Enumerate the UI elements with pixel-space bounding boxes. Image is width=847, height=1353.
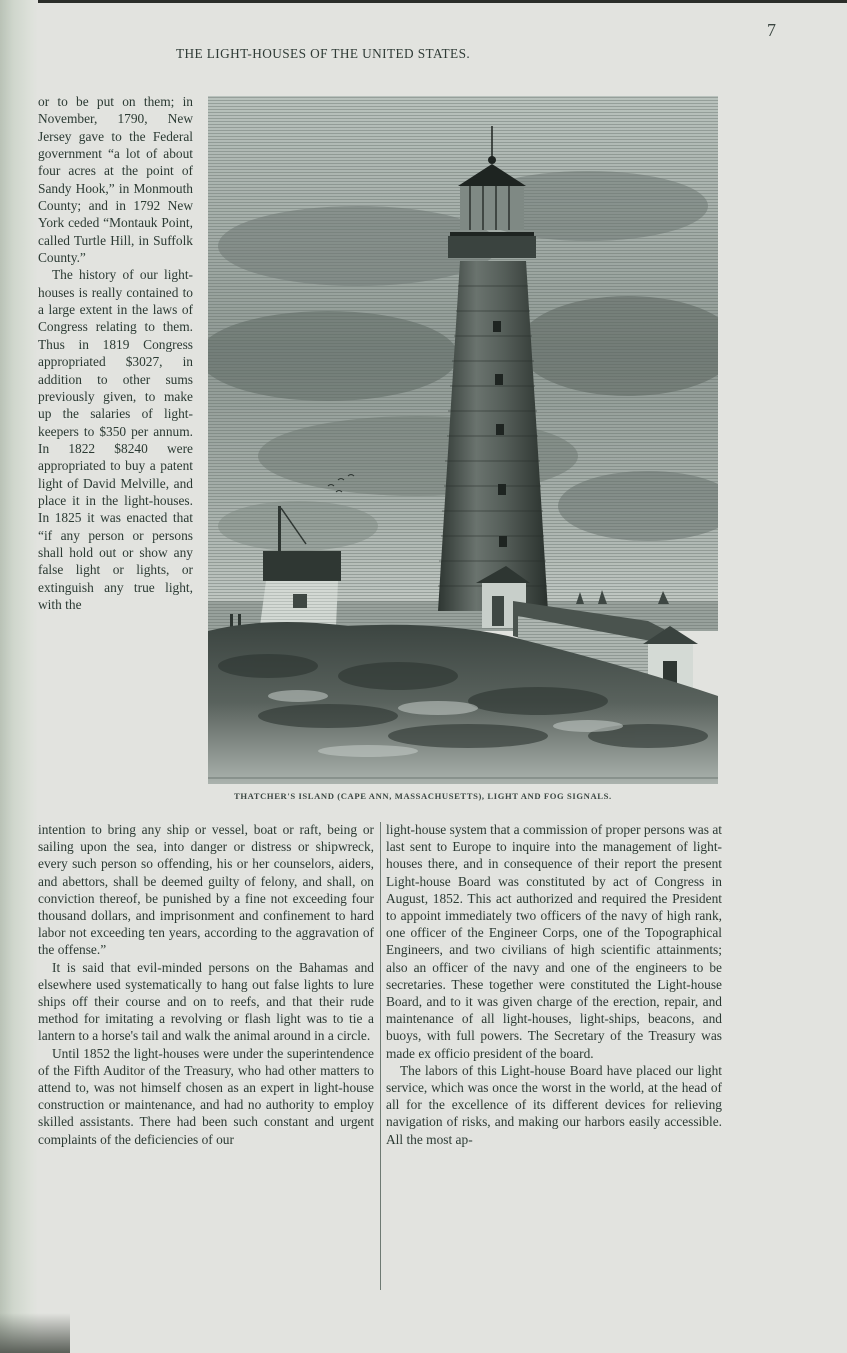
paragraph: It is said that evil-minded persons on the Bahamas and elsewhere used systematically to hang out false lights to lure ships off their course and on to reefs, and that their rude method for imitating a revolving or flash light was to tie a lantern to a horse's tail and walk the animal around in a circle. <box>38 959 374 1044</box>
paragraph: intention to bring any ship or vessel, boat or raft, being or sailing upon the sea, into danger or distress or shipwreck, every such person so offending, his or her counselors, aiders, and abettors, shall be deemed guilty of felony, and shall, on conviction thereof, be punished by a fine not exceeding four thousand dollars, and imprisonment and confinement to hard labor not exceeding ten years, according to the aggravation of the offense.” <box>38 822 374 958</box>
paragraph: light-house system that a commission of proper persons was at last sent to Europe to inquire into the management of light-houses there, and in consequence of their report the present Light-house Board was constituted by act of Congress in August, 1852. This act authorized and required the President to appoint immediately two officers of the navy of high rank, one officer of the Engineer Corps, one of the Topographical Engineers, and two civilians of high scientific attainments; also an officer of the navy and one of the engineers to be secretaries. These together were constituted the Light-house Board, and to it was given charge of the erection, repair, and maintenance of all light-houses, light-ships, beacons, and buoys, with full powers. The Secretary of the Treasury was made ex officio president of the board. <box>386 822 722 1061</box>
paragraph: The labors of this Light-house Board have placed our light service, which was once the worst in the world, at the head of all for the excellence of its different devices for relieving navigation of risks, and making our harbors easily accessible. All the most ap- <box>386 1062 722 1147</box>
right-text-column <box>386 821 722 1148</box>
page-number: 7 <box>767 20 776 40</box>
left-text-column <box>38 821 374 1148</box>
lighthouse-engraving <box>208 96 718 784</box>
running-head: THE LIGHT-HOUSES OF THE UNITED STATES. <box>176 46 471 61</box>
page-gutter-shadow <box>0 0 38 1353</box>
paragraph: or to be put on them; in November, 1790, New Jersey gave to the Federal government “a lot of about four acres at the point of Sandy Hook,” in Monmouth County; and in 1792 New York ceded “Montauk Point, called Turtle Hill, in Suffolk County.” <box>38 94 193 266</box>
figure-caption: THATCHER'S ISLAND (CAPE ANN, MASSACHUSETTS), LIGHT AND FOG SIGNALS. <box>234 791 612 801</box>
paragraph: The history of our light-houses is really contained to a large extent in the laws of Congress relating to them. Thus in 1819 Congress appropriated $3027, in addition to other sums previously given, to make up the salaries of light-keepers to $350 per annum. In 1822 $8240 were appropriated to buy a patent light of David Melville, and place it in the light-houses. In 1825 it was enacted that “if any person or persons shall hold out or show any false light or lights, or extinguish any true light, with the <box>38 267 193 612</box>
narrow-text-column <box>38 93 193 613</box>
column-divider <box>380 822 381 1290</box>
page-top-edge <box>0 0 847 3</box>
paragraph: Until 1852 the light-houses were under the superintendence of the Fifth Auditor of the Treasury, who had other matters to attend to, was not himself chosen as an expert in light-house construction or maintenance, and had no authority to employ skilled assistants. There had been such constant and urgent complaints of the deficiencies of our <box>38 1045 374 1147</box>
engraving-illustration <box>208 96 718 784</box>
